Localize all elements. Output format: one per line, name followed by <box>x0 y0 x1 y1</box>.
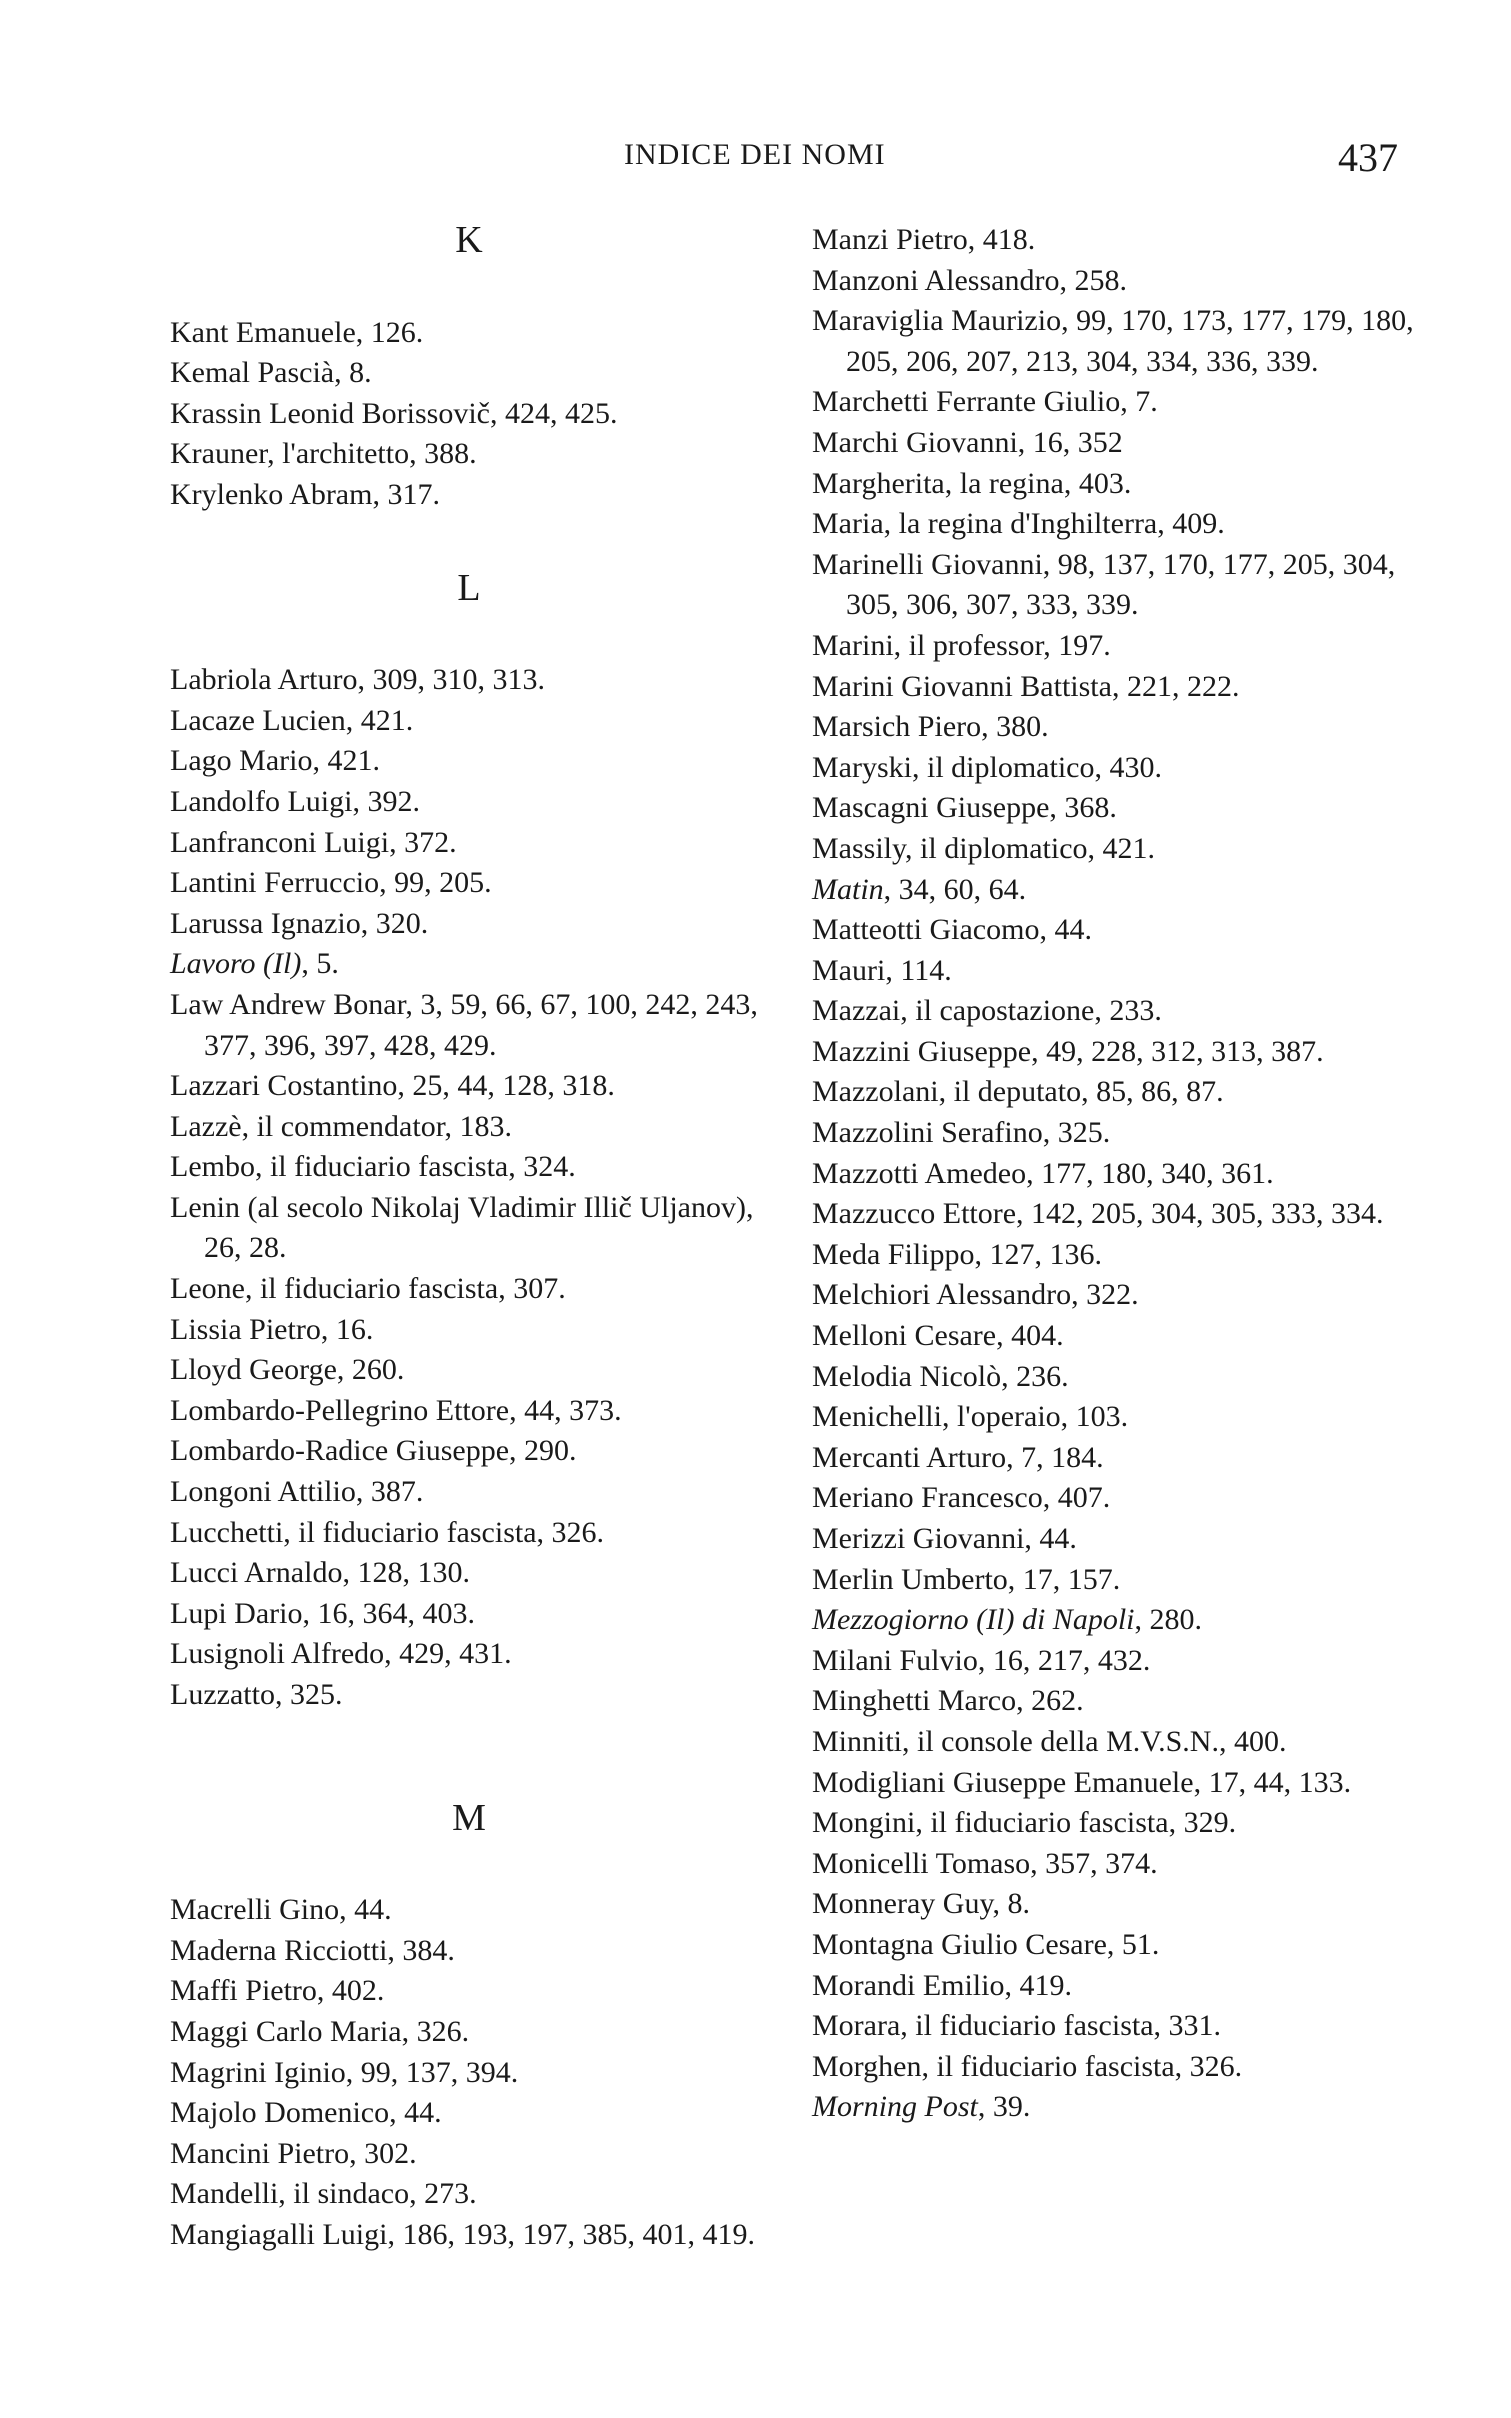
page-number: 437 <box>1338 135 1398 180</box>
index-entry: Maraviglia Maurizio, 99, 170, 173, 177, 179, 180, 205, 206, 207, 213, 304, 334, 336, 339. <box>812 304 1414 378</box>
index-entry: Manzoni Alessandro, 258. <box>812 263 1127 297</box>
index-entry: Matteotti Giacomo, 44. <box>812 913 1092 947</box>
index-entry: Lago Mario, 421. <box>170 744 380 778</box>
index-entry: Lazzari Costantino, 25, 44, 128, 318. <box>170 1069 615 1103</box>
index-entry: Menichelli, l'operaio, 103. <box>812 1400 1129 1434</box>
index-entry: Maderna Ricciotti, 384. <box>170 1933 455 1967</box>
index-entry: Monicelli Tomaso, 357, 374. <box>812 1846 1158 1880</box>
index-entry: Massily, il diplomatico, 421. <box>812 831 1156 865</box>
index-entry: Mazzai, il capostazione, 233. <box>812 994 1162 1028</box>
index-entry <box>812 2087 1432 2128</box>
index-entry: Maffi Pietro, 402. <box>170 1974 385 2008</box>
index-entry: Merizzi Giovanni, 44. <box>812 1522 1077 1555</box>
index-entry: Lloyd George, 260. <box>170 1353 405 1387</box>
index-entry: Lazzè, il commendator, 183. <box>170 1109 512 1143</box>
index-entry: Marsich Piero, 380. <box>812 710 1049 744</box>
index-entry: Lenin (al secolo Nikolaj Vladimir Illič Uljanov), 26, 28. <box>170 1190 754 1265</box>
index-entry: Kemal Pascià, 8. <box>170 356 372 390</box>
index-entry: Marchetti Ferrante Giulio, 7. <box>812 385 1158 419</box>
index-entry: Lucchetti, il fiduciario fascista, 326. <box>170 1515 605 1549</box>
running-head <box>0 135 1511 188</box>
index-entry: Krauner, l'architetto, 388. <box>170 437 477 471</box>
index-entry: Mazzini Giuseppe, 49, 228, 312, 313, 387. <box>812 1034 1324 1068</box>
index-entry: Maryski, il diplomatico, 430. <box>812 750 1162 784</box>
section-letter-m: M <box>452 1796 488 1839</box>
italic-title: Lavoro (Il) <box>170 947 302 981</box>
index-entry: Majolo Domenico, 44. <box>170 2096 442 2130</box>
italic-title: Matin <box>812 872 884 906</box>
section-letter-l: L <box>457 566 483 609</box>
index-entry: Lanfranconi Luigi, 372. <box>170 825 457 859</box>
index-entry: Melodia Nicolò, 236. <box>812 1359 1069 1393</box>
index-entry <box>170 944 770 985</box>
index-entry: Milani Fulvio, 16, 217, 432. <box>812 1643 1151 1677</box>
index-entry: Macrelli Gino, 44. <box>170 1893 392 1927</box>
index-entry: Marchi Giovanni, 16, 352 <box>812 425 1123 459</box>
entry-pages: , 5. <box>301 947 339 981</box>
index-entry: Mazzucco Ettore, 142, 205, 304, 305, 333, 334. <box>812 1197 1384 1231</box>
index-entry: Lupi Dario, 16, 364, 403. <box>170 1596 475 1630</box>
right-column <box>812 220 1432 2128</box>
index-entry <box>812 870 1432 911</box>
index-entry: Morandi Emilio, 419. <box>812 1968 1072 2002</box>
index-entry: Merlin Umberto, 17, 157. <box>812 1562 1121 1596</box>
index-entry: Labriola Arturo, 309, 310, 313. <box>170 663 545 697</box>
index-entry: Mandelli, il sindaco, 273. <box>170 2177 477 2211</box>
index-entry: Marini, il professor, 197. <box>812 628 1111 662</box>
index-entry: Krylenko Abram, 317. <box>170 477 440 511</box>
index-entry: Melloni Cesare, 404. <box>812 1319 1064 1353</box>
index-entry: Margherita, la regina, 403. <box>812 466 1132 500</box>
index-entry: Maria, la regina d'Inghilterra, 409. <box>812 507 1225 541</box>
section-l-entries <box>170 660 770 1715</box>
section-m-entries <box>170 1890 770 2255</box>
section-k-entries <box>170 313 770 516</box>
index-entry: Mongini, il fiduciario fascista, 329. <box>812 1806 1237 1840</box>
index-entry: Lucci Arnaldo, 128, 130. <box>170 1556 470 1590</box>
index-entry: Mercanti Arturo, 7, 184. <box>812 1440 1104 1474</box>
index-entry: Lombardo-Pellegrino Ettore, 44, 373. <box>170 1393 622 1427</box>
index-entry: Lombardo-Radice Giuseppe, 290. <box>170 1434 577 1468</box>
running-title: INDICE DEI NOMI <box>624 138 886 171</box>
index-entry: Modigliani Giuseppe Emanuele, 17, 44, 133. <box>812 1765 1352 1799</box>
index-entry: Minghetti Marco, 262. <box>812 1684 1084 1718</box>
index-entry: Mazzolani, il deputato, 85, 86, 87. <box>812 1075 1224 1109</box>
entry-pages: , 280. <box>1134 1603 1202 1637</box>
index-entry: Longoni Attilio, 387. <box>170 1475 424 1509</box>
index-entry: Mazzolini Serafino, 325. <box>812 1116 1111 1150</box>
index-entry: Marinelli Giovanni, 98, 137, 170, 177, 205, 304, 305, 306, 307, 333, 339. <box>812 547 1396 622</box>
index-entry: Morghen, il fiduciario fascista, 326. <box>812 2049 1243 2083</box>
left-column <box>170 220 770 2256</box>
index-entry: Landolfo Luigi, 392. <box>170 784 420 818</box>
index-entry: Mangiagalli Luigi, 186, 193, 197, 385, 401, 419. <box>170 2217 755 2251</box>
index-entry: Meda Filippo, 127, 136. <box>812 1237 1102 1271</box>
index-entry: Lacaze Lucien, 421. <box>170 703 414 737</box>
index-entry: Law Andrew Bonar, 3, 59, 66, 67, 100, 242, 243, 377, 396, 397, 428, 429. <box>170 987 758 1062</box>
index-entry: Montagna Giulio Cesare, 51. <box>812 1927 1160 1961</box>
index-entry: Larussa Ignazio, 320. <box>170 906 429 940</box>
index-entry: Meriano Francesco, 407. <box>812 1481 1111 1515</box>
index-entry: Lusignoli Alfredo, 429, 431. <box>170 1637 512 1671</box>
index-entry: Mancini Pietro, 302. <box>170 2136 417 2170</box>
index-entry: Manzi Pietro, 418. <box>812 223 1036 256</box>
index-entry: Minniti, il console della M.V.S.N., 400. <box>812 1724 1287 1758</box>
index-entry: Mascagni Giuseppe, 368. <box>812 791 1117 825</box>
section-letter-k: K <box>455 219 485 261</box>
index-entry: Morara, il fiduciario fascista, 331. <box>812 2009 1222 2043</box>
index-entry: Mauri, 114. <box>812 953 952 987</box>
index-entry: Mazzotti Amedeo, 177, 180, 340, 361. <box>812 1156 1274 1190</box>
index-entry: Kant Emanuele, 126. <box>170 315 424 349</box>
index-entry: Maggi Carlo Maria, 326. <box>170 2014 470 2048</box>
index-entry: Krassin Leonid Borissovič, 424, 425. <box>170 396 618 430</box>
index-entry: Lembo, il fiduciario fascista, 324. <box>170 1150 576 1184</box>
index-entry: Lissia Pietro, 16. <box>170 1312 374 1346</box>
index-entry: Magrini Iginio, 99, 137, 394. <box>170 2055 519 2089</box>
italic-title: Morning Post <box>812 2090 978 2124</box>
right-column-entries <box>812 220 1432 2128</box>
index-entry: Lantini Ferruccio, 99, 205. <box>170 866 492 900</box>
entry-pages: , 34, 60, 64. <box>883 872 1027 906</box>
italic-title: Mezzogiorno (Il) di Napoli <box>812 1603 1135 1637</box>
index-entry: Leone, il fiduciario fascista, 307. <box>170 1272 566 1306</box>
index-entry <box>812 1600 1432 1641</box>
index-entry: Luzzatto, 325. <box>170 1678 343 1711</box>
entry-pages: , 39. <box>977 2090 1031 2124</box>
index-entry: Marini Giovanni Battista, 221, 222. <box>812 669 1240 703</box>
index-entry: Monneray Guy, 8. <box>812 1887 1031 1921</box>
index-entry: Melchiori Alessandro, 322. <box>812 1278 1139 1312</box>
